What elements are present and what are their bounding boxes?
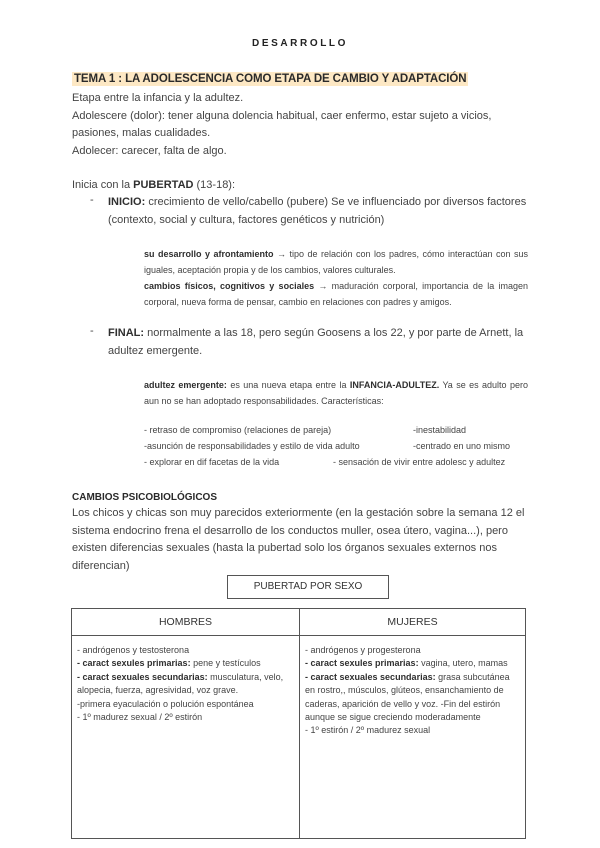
inicio-sub-2 bbox=[144, 278, 528, 310]
inicio-sub-1 bbox=[144, 246, 528, 278]
final-item bbox=[108, 325, 528, 360]
sub1-label: su desarrollo y afrontamiento bbox=[144, 249, 274, 259]
men-line-2-text: pene y testículos bbox=[190, 658, 261, 669]
men-line-3-label: - caract sexuales secundarias: bbox=[77, 671, 208, 682]
final-text: normalmente a las 18, pero según Goosens a los 22, y por parte de Arnett, la adultez emergente. bbox=[108, 327, 524, 357]
inicio-label: INICIO: bbox=[108, 196, 146, 208]
men-line-2 bbox=[77, 657, 294, 670]
section-paragraph: Los chicos y chicas son muy parecidos exteriormente (en la gestación sobre la semana 12 el sistema endocrino frena el desarrollo de los conductos muller, osea útero, vagina...), pero existen diferencias sexuales (hasta la pubertad solo los órganos sexuales externos nos diferencian) bbox=[72, 507, 525, 572]
women-line-2-label: - caract sexules primarias: bbox=[305, 658, 419, 669]
intro-line-3: Adolecer: carecer, falta de algo. bbox=[72, 144, 227, 157]
page-title: DESARROLLO bbox=[252, 38, 348, 49]
table-header-row bbox=[72, 609, 526, 636]
intro-paragraph bbox=[72, 90, 532, 160]
column-header-men: HOMBRES bbox=[72, 609, 300, 636]
inicio-item bbox=[108, 194, 528, 229]
column-header-women: MUJERES bbox=[300, 609, 526, 636]
women-cell bbox=[300, 636, 526, 839]
sub1-text: → tipo de relación con los padres, cómo interactúan con sus iguales, aceptación propia y de los cambios, valores culturales. bbox=[144, 249, 528, 275]
women-line-1: - andrógenos y progesterona bbox=[305, 645, 421, 655]
final-label: FINAL: bbox=[108, 327, 145, 339]
men-line-1: - andrógenos y testosterona bbox=[77, 645, 190, 655]
inicio-bullet: - bbox=[90, 194, 94, 206]
puberty-term: PUBERTAD bbox=[133, 179, 194, 191]
intro-line-2: Adolescere (dolor): tener alguna dolencia habitual, caer enfermo, estar sujeto a vicios, pasiones, malas cualidades. bbox=[72, 109, 492, 140]
feature-2: -inestabilidad bbox=[413, 425, 467, 435]
women-line-2-text: vagina, utero, mamas bbox=[418, 658, 508, 669]
women-line-3 bbox=[305, 671, 520, 725]
final-bullet: - bbox=[90, 325, 94, 337]
puberty-prefix: Inicia con la bbox=[72, 179, 134, 191]
table-row bbox=[72, 636, 526, 839]
puberty-by-sex-box: PUBERTAD POR SEXO bbox=[227, 575, 389, 599]
women-line-3-label: - caract sexuales secundarias: bbox=[305, 671, 436, 682]
feature-4: -centrado en uno mismo bbox=[413, 441, 511, 451]
puberty-suffix: (13-18): bbox=[193, 179, 236, 191]
puberty-line bbox=[72, 177, 532, 195]
women-line-4: - 1º estirón / 2º madurez sexual bbox=[305, 725, 431, 736]
emergente-term: INFANCIA-ADULTEZ. bbox=[349, 380, 440, 390]
feature-1: - retraso de compromiso (relaciones de pareja) bbox=[144, 425, 332, 435]
men-line-5: - 1º madurez sexual / 2º estirón bbox=[77, 712, 203, 723]
inicio-text: crecimiento de vello/cabello (pubere) Se ve influenciado por diversos factores (contexto, social y cultura, factores genéticos y nutrición) bbox=[108, 196, 527, 226]
women-line-3-text: grasa subcutánea en rostro,, músculos, glúteos, ensanchamiento de caderas, aparición de vello y voz. -Fin del estirón aunque se sigue creciendo moderadamente bbox=[305, 671, 510, 723]
topic-heading: TEMA 1 : LA ADOLESCENCIA COMO ETAPA DE CAMBIO Y ADAPTACIÓN bbox=[74, 73, 467, 85]
sub2-text: → maduración corporal, importancia de la imagen corporal, nueva forma de pensar, cambio en relaciones con padres y amigos. bbox=[144, 281, 528, 307]
intro-line-1: Etapa entre la infancia y la adultez. bbox=[72, 92, 244, 104]
men-line-4: -primera eyaculación o polución espontánea bbox=[77, 698, 254, 709]
men-line-3-text: musculatura, velo, alopecia, fuerza, agresividad, voz grave. bbox=[77, 671, 284, 696]
emergente-text-2: Ya se es adulto pero aun no se han adoptado responsabilidades. Características: bbox=[144, 380, 528, 406]
sub2-label: cambios físicos, cognitivos y sociales bbox=[144, 281, 315, 291]
emergente-paragraph bbox=[144, 377, 528, 409]
men-cell bbox=[72, 636, 300, 839]
emergente-text-1: es una nueva etapa entre la bbox=[226, 380, 350, 390]
women-line-2 bbox=[305, 657, 520, 670]
men-line-3 bbox=[77, 671, 294, 698]
men-line-2-label: - caract sexules primarias: bbox=[77, 658, 191, 669]
puberty-table bbox=[71, 608, 526, 839]
feature-6: - sensación de vivir entre adolesc y adultez bbox=[333, 457, 506, 467]
section-heading: CAMBIOS PSICOBIOLÓGICOS bbox=[72, 492, 218, 503]
feature-3: -asunción de responsabilidades y estilo de vida adulto bbox=[144, 441, 360, 451]
emergente-label: adultez emergente: bbox=[144, 380, 227, 390]
feature-5: - explorar en dif facetas de la vida bbox=[144, 457, 280, 467]
